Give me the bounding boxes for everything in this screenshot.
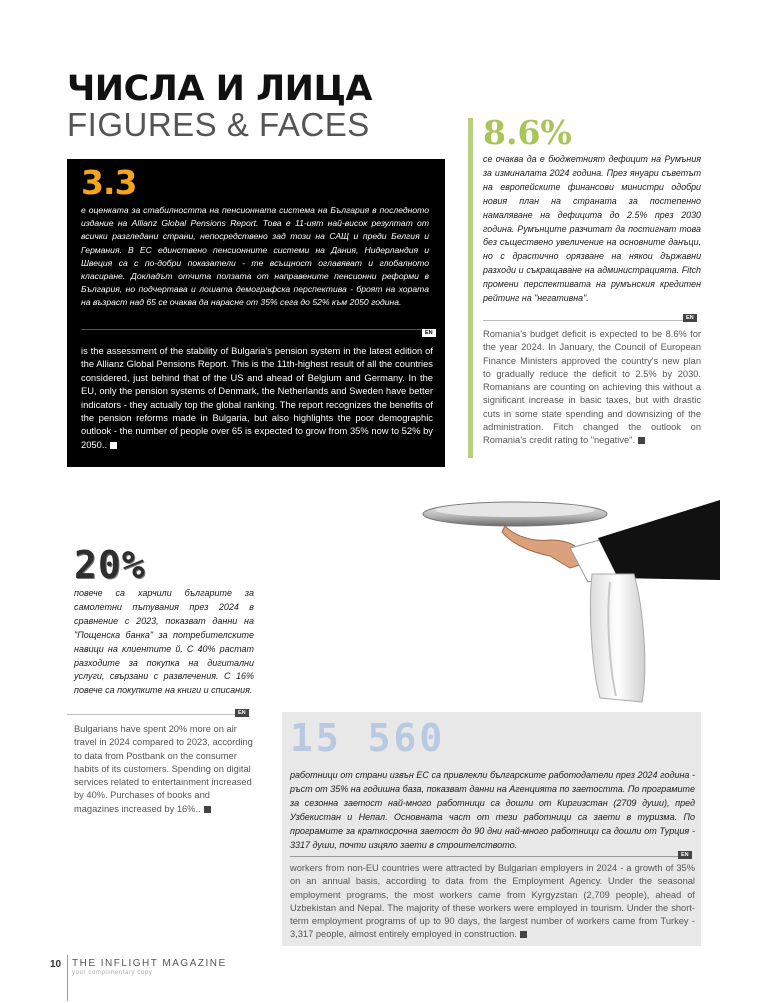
workers-text-en: workers from non-EU countries were attracted by Bulgarian employers in 2024 - a growth of 35% on an annual basis, according to data from the Employment Agency. Under the seasonal employment programs, the most workers came from Kyrgyzstan (2,709 people), ahead of Uzbekistan and Nepal. The majority of these workers were employed in tourism. Under the short-term employment programs of up to 90 days, the largest number of workers came from Turkey - 3,317 people, almost entirely employed in construction. xyxy=(290,863,695,940)
en-tag: EN xyxy=(683,314,697,322)
en-tag: EN xyxy=(235,709,249,717)
workers-number: 15 560 xyxy=(290,716,446,760)
end-square-icon xyxy=(520,931,527,938)
magazine-name: THE INFLIGHT MAGAZINE xyxy=(72,958,227,969)
page-number: 10 xyxy=(50,959,62,970)
travel-number: 20% xyxy=(74,543,146,587)
romania-number: 8.6% xyxy=(483,113,572,152)
page-subtitle: FIGURES & FACES xyxy=(67,106,370,143)
end-square-icon xyxy=(204,806,211,813)
en-tag: EN xyxy=(422,329,436,337)
workers-box xyxy=(282,712,701,946)
divider xyxy=(81,329,421,330)
accent-bar xyxy=(468,118,473,458)
page-title: ЧИСЛА И ЛИЦА xyxy=(67,69,373,109)
pension-text-bg: е оценката за стабилността на пенсионната система на България в последното издание на Allianz Global Pensions Report. Това е 11-ият най-висок резултат от всички разгледани страни, непосредствено зад този на САЩ и преди Белгия и Германия. В ЕС единствено пенсионните системи на Дания, Нидерландия и Швеция са с по-добри показатели - те всъщност оглавяват и глобалното класиране. Докладът отчита ползата от направените пенсионни реформи в България, но подчертава и лошата демографска перспектива - броят на хората на възраст над 65 се очаква да нарасне от 35% сега до 52% към 2050 година. xyxy=(81,205,429,308)
end-square-icon xyxy=(638,437,645,444)
pension-number: 3.3 xyxy=(81,163,137,202)
waiter-tray-illustration xyxy=(420,470,720,710)
workers-text-bg: работници от страни извън ЕС са привлекли българските работодатели през 2024 година - ръст от 35% на годишна база, показват данни на Агенцията по заетостта. По програмите за сезонна заетост най-много работници са дошли от Киргизстан (2709 души), пред Узбекистан и Непал. Основната част от тези работници са заети в туризма. По програмите за краткосрочна заетост до 90 дни най-много работници са дошли от Турция - 3317 души, почти изцяло заети в строителството. xyxy=(290,770,695,850)
divider xyxy=(290,856,678,857)
pension-box xyxy=(67,159,445,467)
magazine-subtitle: your complimentary copy xyxy=(72,970,153,976)
en-tag: EN xyxy=(678,851,692,859)
travel-text-bg: повече са харчили българите за самолетни пътувания през 2024 в сравнение с 2023, показват данни на "Пощенска банка" за потребителските навици на клиентите й. С 40% растат разходите за покупка на дигитални услуги, свързани с развлечения. С 16% повече са покупките на книги и списания. xyxy=(74,588,254,696)
romania-text-bg: се очаква да е бюджетният дефицит на Румъния за изминалата 2024 година. През януари съветът на европейските финансови министри одобри новия план на страната за постепенно намаляване на дефицита до 2.5% през 2030 година. Румънците разчитат да постигнат това без съществено увеличение на основните данъци, но с драстично орязване на някои държавни разходи и съкращаване на администрацията. Fitch промени перспективата на румънския кредитен рейтинг на "негативна". xyxy=(483,154,701,304)
divider xyxy=(67,714,235,715)
end-square-icon xyxy=(110,442,117,449)
divider xyxy=(483,320,683,321)
footer-divider xyxy=(67,955,68,1001)
travel-text-en: Bulgarians have spent 20% more on air travel in 2024 compared to 2023, according to data from Postbank on the consumer habits of its customers. Spending on digital services related to entertainment increased by 40%. Purchases of books and magazines increased by 16%.. xyxy=(74,724,253,814)
romania-text-en: Romania's budget deficit is expected to be 8.6% for the year 2024. In January, the Council of European Finance Ministers approved the country's new plan to gradually reduce the deficit to 2.5% by 2030. Romanians are counting on achieving this without a significant increase in basic taxes, but with drastic cuts in some state spending and downsizing of the administration. Fitch changed the outlook on Romania's credit rating to "negative". xyxy=(483,329,701,446)
pension-text-en: is the assessment of the stability of Bulgaria's pension system in the latest edition of the Allianz Global Pensions Report. This is the 11th-highest result of all the countries considered, just behind that of the US and ahead of Belgium and Germany. In the EU, only the pension systems of Denmark, the Netherlands and Sweden have better indicators - they actually top the global ranking. The report recognizes the benefits of the pension reforms made in Bulgaria, but also highlights the poor demographic outlook - the number of people over 65 is expected to grow from 35% now to 52% by 2050.. xyxy=(81,345,433,450)
